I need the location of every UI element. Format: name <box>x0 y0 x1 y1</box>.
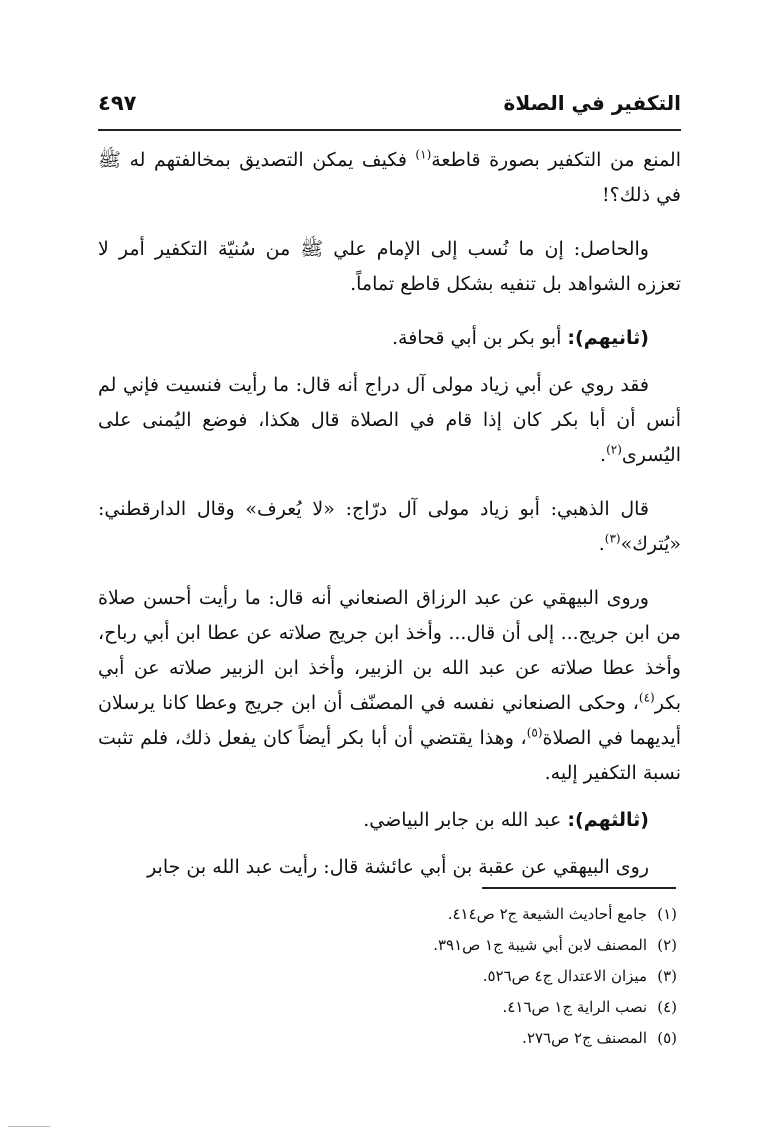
scan-edge-mark <box>8 1126 50 1127</box>
paragraph-text: فقد روي عن أبي زياد مولى آل دراج أنه قال: ما رأيت فنسيت فإني لم أنس أن أبا بكر كان إذا قام في الصلاة قال هكذا، فوضع اليُمنى على اليُسرى <box>98 374 681 466</box>
footnote-ref: (٣) <box>604 531 621 546</box>
footnote-number: (١) <box>657 905 677 923</box>
footnote-text: المصنف لابن أبي شيبة ج١ ص٣٩١. <box>433 936 647 954</box>
footnote-ref: (٢) <box>606 442 622 457</box>
paragraph-8 <box>98 850 681 885</box>
paragraph-text: قال الذهبي: أبو زياد مولى آل درّاج: «لا يُعرف» وقال الدارقطني: «يُترك» <box>98 498 681 555</box>
paragraph-text: ، وحكى الصنعاني نفسه في المصنّف أن ابن جريج وعطا كانا يرسلان أيديهما في الصلاة <box>98 692 681 749</box>
paragraph-text: روى البيهقي عن عقبة بن أبي عائشة قال: رأيت عبد الله بن جابر <box>147 856 649 878</box>
section-lead: (ثالثهم): <box>567 809 649 831</box>
page-number: ٤٩٧ <box>98 91 137 115</box>
footnote-ref: (٥) <box>526 725 543 740</box>
footnote-number: (٤) <box>657 998 677 1016</box>
paragraph-text: وروى البيهقي عن عبد الرزاق الصنعاني أنه قال: ما رأيت أحسن صلاة من ابن جريج... إلى أن قال... وأخذ ابن جريج صلاته عن عطا ابن أبي رباح، وأخذ عطا صلاته عن عبد الله بن الزبير، وأخذ ابن الزبير صلاته عن أبي بكر <box>98 587 681 714</box>
footnote-number: (٥) <box>657 1029 677 1047</box>
body-text <box>98 143 681 904</box>
footnote-item <box>300 992 677 1023</box>
paragraph-text: ، وهذا يقتضي أن أبا بكر أيضاً كان يفعل ذلك، فلم تثبت نسبة التكفير إليه. <box>98 727 681 784</box>
paragraph-7 <box>98 803 681 838</box>
paragraph-text: والحاصل: إن ما نُسب إلى الإمام علي ﷺ من سُنيّة التكفير أمر لا تعززه الشواهد بل تنفيه بشكل قاطع تماماً. <box>98 238 681 295</box>
footnote-text: المصنف ج٢ ص٢٧٦. <box>522 1029 647 1047</box>
footnote-item <box>300 961 677 992</box>
paragraph-4 <box>98 368 681 473</box>
section-lead: (ثانيهم): <box>567 327 649 349</box>
header-rule <box>98 129 681 131</box>
running-title: التكفير في الصلاة <box>503 91 681 115</box>
paragraph-6 <box>98 581 681 791</box>
paragraph-1 <box>98 143 681 213</box>
paragraph-text: عبد الله بن جابر البياضي. <box>363 809 568 831</box>
paragraph-text: المنع من التكفير بصورة قاطعة <box>431 149 681 171</box>
page-header <box>98 86 681 120</box>
paragraph-text: . <box>600 444 607 466</box>
paragraph-text: فكيف يمكن التصديق بمخالفتهم له ﷺ في ذلك؟! <box>98 149 681 206</box>
footnote-text: جامع أحاديث الشيعة ج٢ ص٤١٤. <box>447 905 647 923</box>
paragraph-3 <box>98 321 681 356</box>
paragraph-text: . <box>598 533 605 555</box>
footnote-number: (٢) <box>657 936 677 954</box>
footnote-ref: (١) <box>415 147 432 162</box>
footnote-number: (٣) <box>657 967 677 985</box>
footnote-text: ميزان الاعتدال ج٤ ص٥٢٦. <box>482 967 647 985</box>
footnote-item <box>300 1023 677 1054</box>
footnote-item <box>300 899 677 930</box>
paragraph-text: أبو بكر بن أبي قحافة. <box>391 327 568 349</box>
footnote-item <box>300 930 677 961</box>
paragraph-2 <box>98 232 681 302</box>
footnote-separator <box>482 887 676 889</box>
footnote-ref: (٤) <box>638 690 655 705</box>
paragraph-5 <box>98 492 681 562</box>
footnotes-list <box>300 899 677 1054</box>
footnote-text: نصب الراية ج١ ص٤١٦. <box>502 998 647 1016</box>
